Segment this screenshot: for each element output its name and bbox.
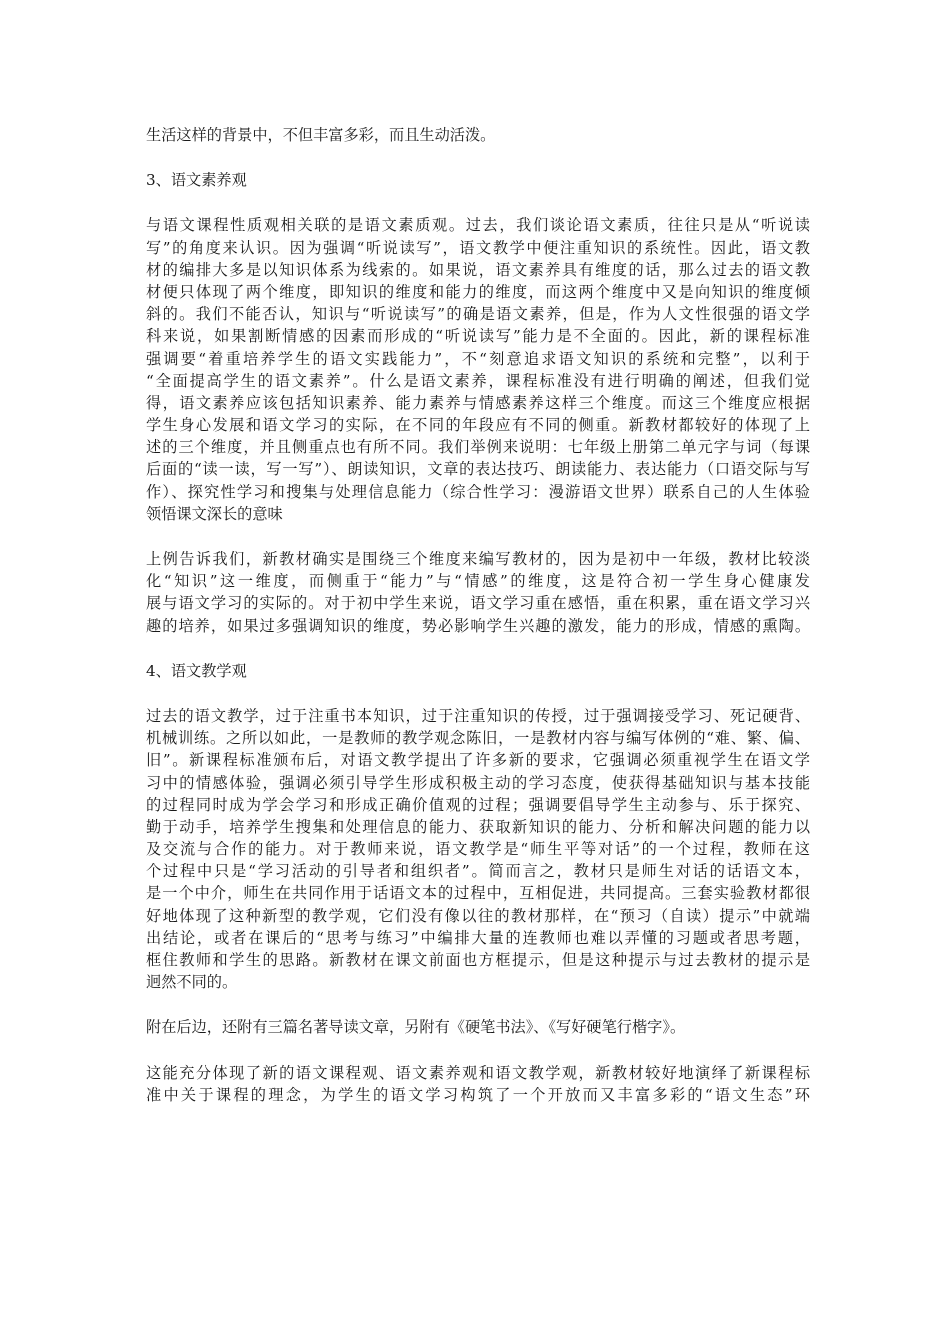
- text-line: 出结论，或者在课后的“思考与练习”中编排大量的连教师也难以弄懂的习题或者思考题，: [146, 928, 810, 947]
- paragraph-2: [146, 214, 810, 525]
- text-line: 旧”。新课程标准颁布后，对语文教学提出了许多新的要求，它强调必须重视学生在语文学: [146, 751, 810, 770]
- paragraph-3: [146, 548, 810, 637]
- text-line: 好地体现了这种新型的教学观，它们没有像以往的教材那样，在“预习（自读）提示”中就端: [146, 906, 810, 925]
- text-line: 生活这样的背景中，不但丰富多彩，而且生动活泼。: [146, 126, 496, 144]
- text-line: 展与语文学习的实际的。对于初中学生来说，语文学习重在感悟，重在积累，重在语文学习兴: [146, 594, 810, 613]
- text-line: 材的编排大多是以知识体系为线索的。如果说，语文素养具有维度的话，那么过去的语文教: [146, 260, 810, 279]
- text-line: 与语文课程性质观相关联的是语文素质观。过去，我们谈论语文素质，往往只是从“听说读: [146, 216, 810, 235]
- text-line: 趣的培养，如果过多强调知识的维度，势必影响学生兴趣的激发，能力的形成，情感的熏陶。: [146, 616, 810, 635]
- text-line: 框住教师和学生的思路。新教材在课文前面也方框提示，但是这种提示与过去教材的提示是: [146, 951, 810, 969]
- text-line: 后面的“读一读，写一写”）、朗读知识，文章的表达技巧、朗读能力、表达能力（口语交际与写: [146, 460, 810, 479]
- heading-text: 4、语文教学观: [146, 661, 247, 680]
- text-line: 机械训练。之所以如此，一是教师的教学观念陈旧，一是教材内容与编写体例的“难、繁、偏、: [146, 729, 810, 748]
- text-line: 这能充分体现了新的语文课程观、语文素养观和语文教学观，新教材较好地演绎了新课程标: [146, 1063, 810, 1082]
- text-line: 强调要“着重培养学生的语文实践能力”，不“刻意追求语文知识的系统和完整”，以利于: [146, 349, 810, 368]
- text-line: 及交流与合作的能力。对于教师来说，语文教学是“师生平等对话”的一个过程，教师在这: [146, 840, 810, 859]
- section-heading-3: [146, 169, 810, 191]
- paragraph-4: [146, 705, 810, 993]
- text-line: 附在后边，还附有三篇名著导读文章，另附有《硬笔书法》、《写好硬笔行楷字》。: [146, 1018, 686, 1037]
- text-line: 得，语文素养应该包括知识素养、能力素养与情感素养这样三个维度。而这三个维度应根据: [146, 393, 810, 412]
- paragraph-5: [146, 1016, 810, 1038]
- document-page: [146, 124, 810, 1129]
- text-line: 作）、探究性学习和搜集与处理信息能力（综合性学习：漫游语文世界）联系自己的人生体验: [146, 482, 810, 501]
- text-line: 是一个中介，师生在共同作用于话语文本的过程中，互相促进，共同提高。三套实验教材都很: [146, 884, 810, 903]
- text-line: 的过程同时成为学会学习和形成正确价值观的过程；强调要倡导学生主动参与、乐于探究、: [146, 795, 810, 814]
- text-line: 斜的。我们不能否认，知识与“听说读写”的确是语文素养，但是，作为人文性很强的语文学: [146, 305, 810, 324]
- text-line: 科来说，如果割断情感的因素而形成的“听说读写”能力是不全面的。因此，新的课程标准: [146, 327, 810, 346]
- text-line: 过去的语文教学，过于注重书本知识，过于注重知识的传授，过于强调接受学习、死记硬背、: [146, 706, 810, 725]
- text-line: 上例告诉我们，新教材确实是围绕三个维度来编写教材的，因为是初中一年级，教材比较淡: [146, 550, 810, 568]
- text-line: 准中关于课程的理念，为学生的语文学习构筑了一个开放而又丰富多彩的“语文生态”环: [146, 1085, 810, 1104]
- paragraph-1: [146, 124, 810, 146]
- text-line: 勤于动手，培养学生搜集和处理信息的能力、获取新知识的能力、分析和解决问题的能力以: [146, 817, 810, 836]
- text-line: 领悟课文深长的意味: [146, 504, 283, 523]
- paragraph-6: [146, 1062, 810, 1106]
- text-line: “全面提高学生的语文素养”。什么是语文素养，课程标准没有进行明确的阐述，但我们觉: [146, 371, 810, 390]
- text-line: 材便只体现了两个维度，即知识的维度和能力的维度，而这两个维度中又是向知识的维度倾: [146, 282, 810, 301]
- text-line: 化“知识”这一维度，而侧重于“能力”与“情感”的维度，这是符合初一学生身心健康发: [146, 572, 810, 591]
- text-line: 迥然不同的。: [146, 973, 238, 992]
- text-line: 述的三个维度，并且侧重点也有所不同。我们举例来说明：七年级上册第二单元字与词（每课: [146, 438, 810, 457]
- section-heading-4: [146, 660, 810, 682]
- text-line: 习中的情感体验，强调必须引导学生形成积极主动的学习态度，使获得基础知识与基本技能: [146, 773, 810, 792]
- text-line: 学生身心发展和语文学习的实际，在不同的年段应有不同的侧重。新教材都较好的体现了上: [146, 416, 810, 435]
- heading-text: 3、语文素养观: [146, 171, 247, 190]
- text-line: 个过程中只是“学习活动的引导者和组织者”。简而言之，教材只是师生对话的话语文本，: [146, 862, 810, 881]
- text-line: 写”的角度来认识。因为强调“听说读写”，语文教学中便注重知识的系统性。因此，语文教: [146, 238, 810, 257]
